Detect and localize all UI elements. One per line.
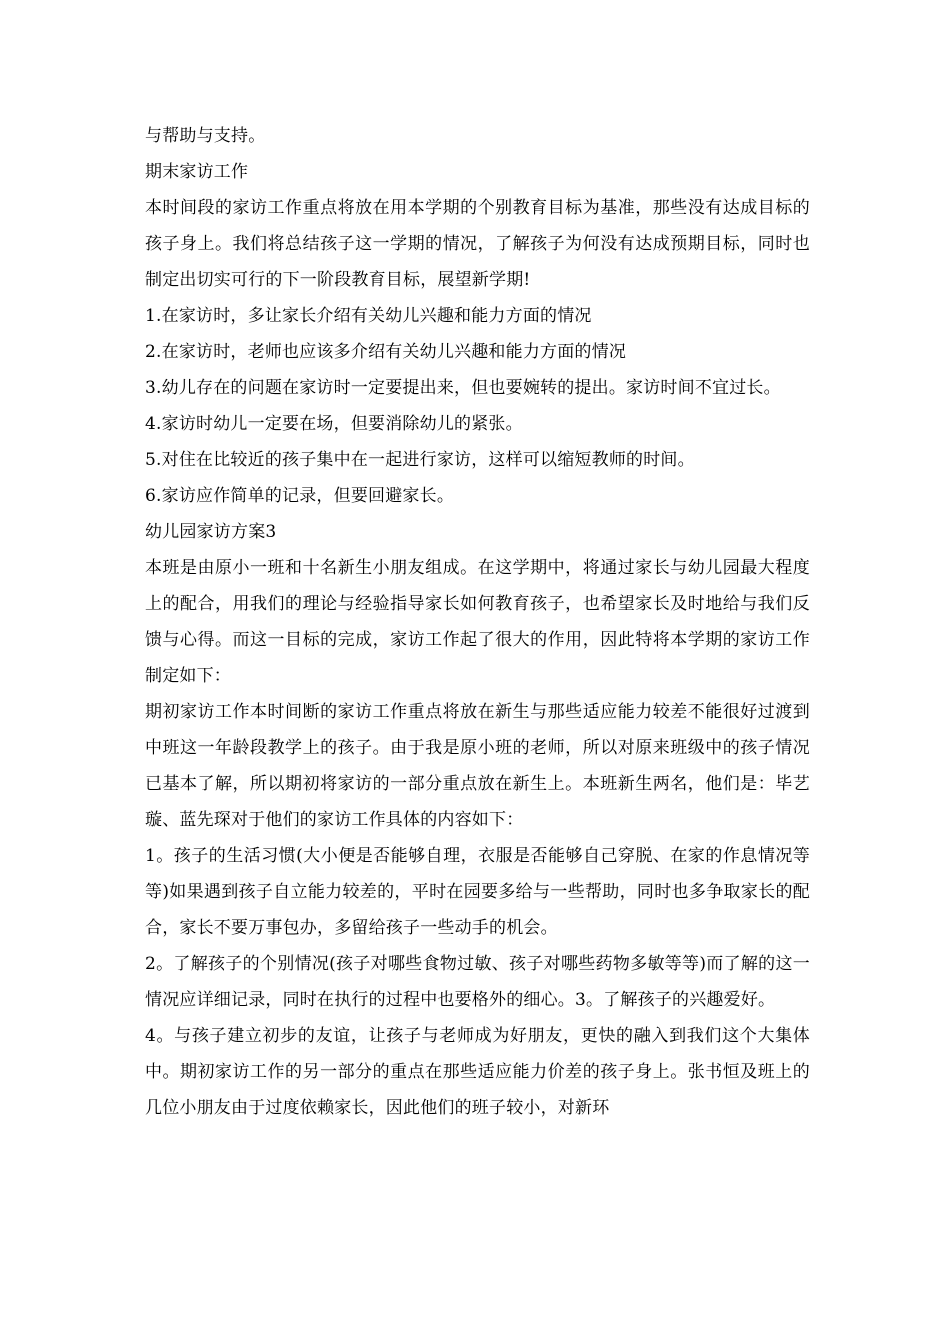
list-item: 4.家访时幼儿一定要在场，但要消除幼儿的紧张。: [145, 414, 523, 434]
paragraph: 与帮助与支持。: [145, 126, 266, 146]
paragraph: 期初家访工作本时间断的家访工作重点将放在新生与那些适应能力较差不能很好过渡到中班这一年龄段教学上的孩子。由于我是原小班的老师，所以对原来班级中的孩子情况已基本了解，所以期初将家访的一部分重点放在新生上。本班新生两名，他们是：毕艺璇、蓝先琛对于他们的家访工作具体的内容如下：: [145, 702, 810, 830]
list-item: 3.幼儿存在的问题在家访时一定要提出来，但也要婉转的提出。家访时间不宜过长。: [145, 378, 781, 398]
paragraph: 本时间段的家访工作重点将放在用本学期的个别教育目标为基准，那些没有达成目标的孩子身上。我们将总结孩子这一学期的情况，了解孩子为何没有达成预期目标，同时也制定出切实可行的下一阶段教育目标，展望新学期!: [145, 198, 810, 290]
section-heading-final-visit: 期末家访工作: [145, 162, 249, 182]
list-item: 1.在家访时，多让家长介绍有关幼儿兴趣和能力方面的情况: [145, 306, 592, 326]
paragraph: 本班是由原小一班和十名新生小朋友组成。在这学期中，将通过家长与幼儿园最大程度上的配合，用我们的理论与经验指导家长如何教育孩子，也希望家长及时地给与我们反馈与心得。而这一目标的完成，家访工作起了很大的作用，因此特将本学期的家访工作制定如下：: [145, 558, 810, 686]
list-item: 2.在家访时，老师也应该多介绍有关幼儿兴趣和能力方面的情况: [145, 342, 627, 362]
list-item: 5.对住在比较近的孩子集中在一起进行家访，这样可以缩短教师的时间。: [145, 450, 695, 470]
list-item: 6.家访应作简单的记录，但要回避家长。: [145, 486, 455, 506]
list-item: 2。了解孩子的个别情况(孩子对哪些食物过敏、孩子对哪些药物多敏等等)而了解的这一情况应详细记录，同时在执行的过程中也要格外的细心。3。了解孩子的兴趣爱好。: [145, 954, 810, 1010]
section-heading-plan-3: 幼儿园家访方案3: [145, 522, 277, 542]
list-item: 4。与孩子建立初步的友谊，让孩子与老师成为好朋友，更快的融入到我们这个大集体中。期初家访工作的另一部分的重点在那些适应能力价差的孩子身上。张书恒及班上的几位小朋友由于过度依赖家长，因此他们的班子较小，对新环: [145, 1026, 810, 1118]
list-item: 1。孩子的生活习惯(大小便是否能够自理，衣服是否能够自己穿脱、在家的作息情况等等)如果遇到孩子自立能力较差的，平时在园要多给与一些帮助，同时也多争取家长的配合，家长不要万事包办，多留给孩子一些动手的机会。: [145, 846, 810, 938]
document-body: [145, 118, 810, 1126]
